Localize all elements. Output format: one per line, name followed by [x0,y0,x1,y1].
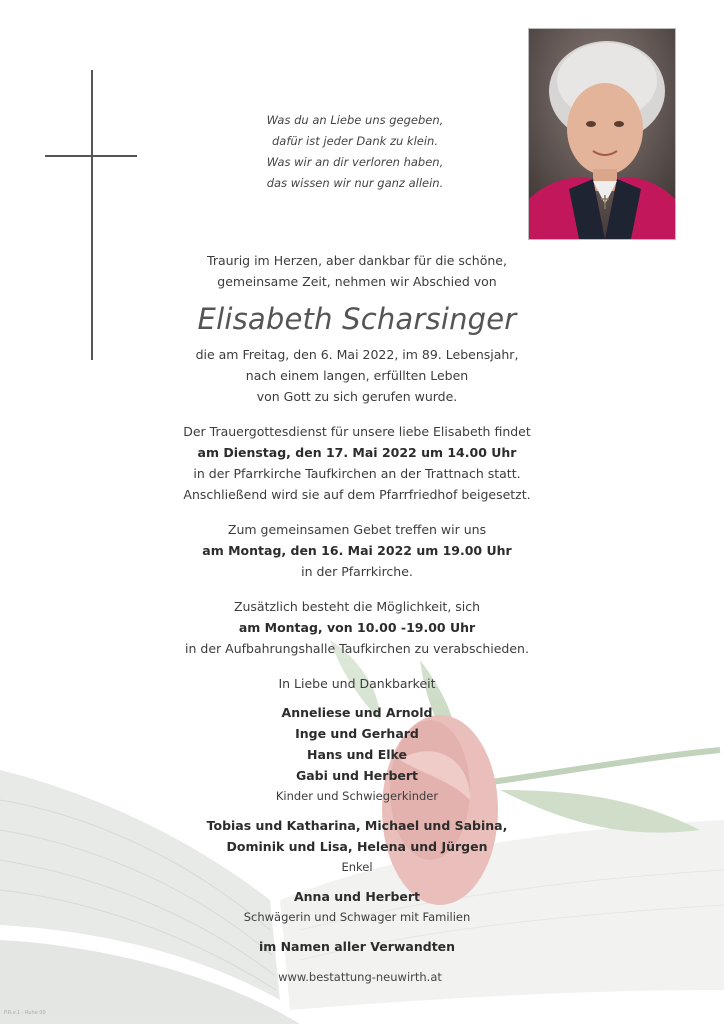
death-info-line: nach einem langen, erfüllten Leben [245,368,469,383]
funeral-date: am Dienstag, den 17. Mai 2022 um 14.00 Uhr [197,445,517,460]
cross-horizontal [45,155,137,157]
intro-line: gemeinsame Zeit, nehmen wir Abschied von [217,274,497,289]
death-info-line: von Gott zu sich gerufen wurde. [256,389,458,404]
closing-line: In Liebe und Dankbarkeit [278,676,436,691]
poem-line: das wissen wir nur ganz allein. [266,176,444,190]
inlaw-names: Anna und Herbert [293,889,421,904]
child-name: Inge und Gerhard [295,726,419,741]
portrait-photo [528,28,676,240]
poem-line: Was wir an dir verloren haben, [266,155,444,169]
inlaws-role: Schwägerin und Schwager mit Familien [243,910,471,924]
memorial-poem [230,110,480,194]
prayer-date: am Montag, den 16. Mai 2022 um 19.00 Uhr [202,543,512,558]
website-link[interactable]: www.bestattung-neuwirth.at [278,970,442,984]
funeral-line: in der Pfarrkirche Taufkirchen an der Trattnach statt. [193,466,521,481]
death-info-line: die am Freitag, den 6. Mai 2022, im 89. Lebensjahr, [195,347,519,362]
prayer-line: Zum gemeinsamen Gebet treffen wir uns [227,522,487,537]
prayer-line: in der Pfarrkirche. [301,564,413,579]
intro-line: Traurig im Herzen, aber dankbar für die schöne, [207,253,507,268]
children-role: Kinder und Schwiegerkinder [275,789,439,803]
deceased-name: Elisabeth Scharsinger [197,302,517,336]
cross-vertical [91,70,93,360]
viewing-line: Zusätzlich besteht die Möglichkeit, sich [233,599,481,614]
funeral-line: Der Trauergottesdienst für unsere liebe Elisabeth findet [183,424,531,439]
poem-line: Was du an Liebe uns gegeben, [266,113,444,127]
child-name: Anneliese und Arnold [281,705,433,720]
grandchild-names: Dominik und Lisa, Helena und Jürgen [226,839,488,854]
funeral-line: Anschließend wird sie auf dem Pfarrfriedhof beigesetzt. [183,487,531,502]
announcement-body [140,250,574,957]
child-name: Gabi und Herbert [295,768,419,783]
poem-line: dafür ist jeder Dank zu klein. [271,134,438,148]
viewing-date: am Montag, von 10.00 -19.00 Uhr [238,620,476,635]
print-code: P.R.v.1 - Ruhe 00 [4,1010,46,1016]
viewing-line: in der Aufbahrungshalle Taufkirchen zu verabschieden. [185,641,529,656]
grandchildren-role: Enkel [341,860,373,874]
child-name: Hans und Elke [307,747,407,762]
relatives-line: im Namen aller Verwandten [258,939,456,954]
grandchild-names: Tobias und Katharina, Michael und Sabina, [206,818,508,833]
